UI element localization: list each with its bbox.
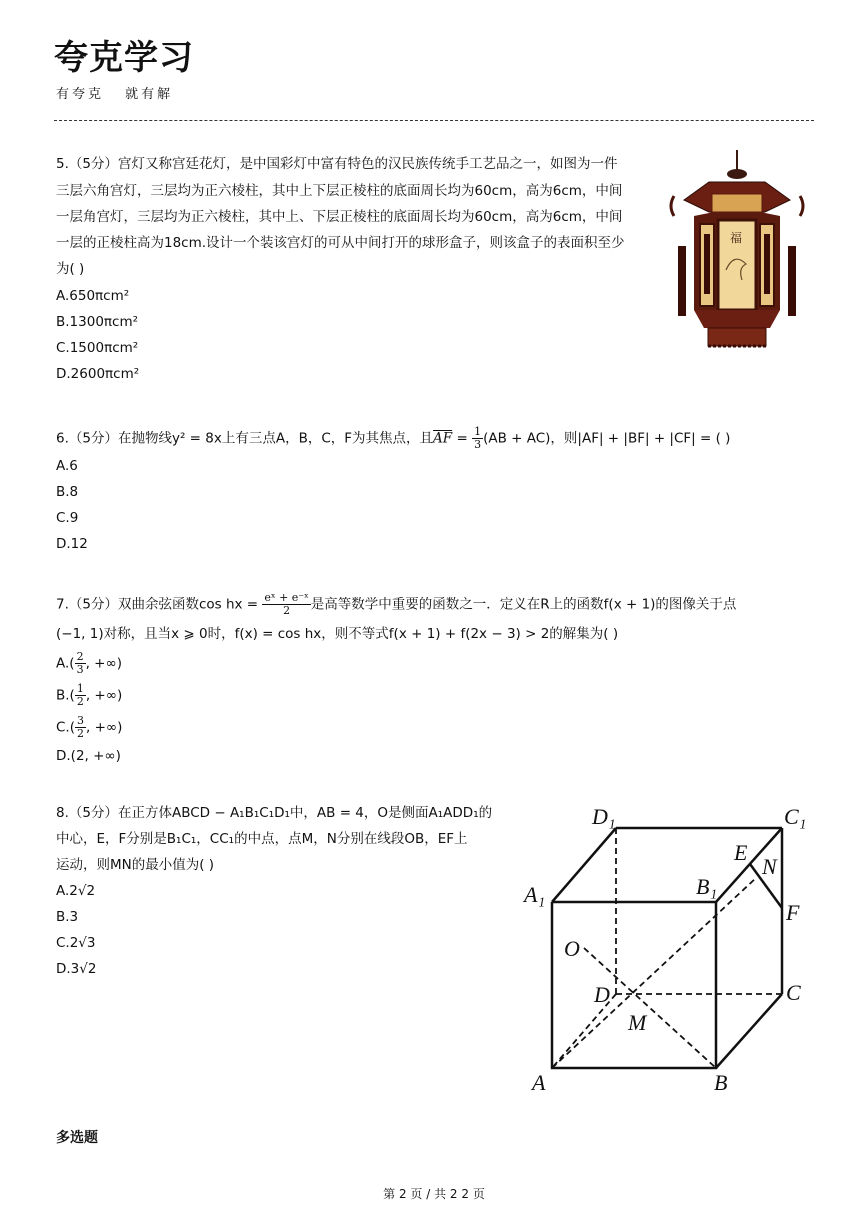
q7-opt-fraction — [75, 715, 86, 740]
q6-frac-num: 1 — [474, 425, 482, 438]
q7-opt-prefix: A.( — [56, 655, 75, 672]
cube-diagram — [520, 796, 820, 1096]
q5-line: 一层的正棱柱高为18cm.设计一个装该宫灯的可从中间打开的球形盒子，则该盒子的表面积至少 — [56, 235, 625, 251]
q8-option-a[interactable]: A.2√2 — [56, 883, 96, 899]
q7-opt-prefix: C.( — [56, 719, 75, 736]
q6-option-d[interactable]: D.12 — [56, 536, 88, 552]
label-b: B — [714, 1070, 728, 1095]
q8-option-b[interactable]: B.3 — [56, 909, 79, 925]
q6-vector-af: $\overline{AF}$ — [433, 430, 453, 447]
question-7-stem — [56, 592, 736, 617]
q7-option-c[interactable] — [56, 715, 122, 740]
q8-line: 运动，则MN的最小值为( ) — [56, 857, 215, 873]
lantern-image — [664, 150, 810, 354]
label-d: D — [594, 982, 610, 1007]
frac-den: 2 — [76, 727, 84, 740]
q8-line: 中心，E，F分别是B₁C₁，CC₁的中点，点M，N分别在线段OB，EF上 — [56, 831, 468, 847]
q7-opt-prefix: B.( — [56, 687, 75, 704]
q5-option-b[interactable]: B.1300πcm² — [56, 314, 139, 330]
svg-text:福: 福 — [730, 231, 743, 245]
label-d1: D₁ — [592, 804, 616, 829]
q6-option-c[interactable]: C.9 — [56, 510, 79, 526]
frac-num: 3 — [76, 714, 84, 727]
q6-fraction — [472, 426, 483, 451]
frac-den: 2 — [76, 695, 84, 708]
slogan-part-b: 就有解 — [125, 87, 174, 102]
q7-frac-num: eˣ + e⁻ˣ — [264, 591, 309, 604]
q8-option-c[interactable]: C.2√3 — [56, 935, 96, 951]
q7-option-a[interactable] — [56, 651, 122, 676]
label-a: A — [532, 1070, 546, 1095]
brand-slogan — [56, 83, 173, 102]
q7-opt-fraction — [75, 651, 86, 676]
page-footer: 第 2 页 / 共 2 2 页 — [383, 1187, 485, 1201]
q5-option-d[interactable]: D.2600πcm² — [56, 366, 140, 382]
frac-num: 2 — [76, 650, 84, 663]
q7-frac-den: 2 — [283, 604, 291, 617]
frac-num: 1 — [76, 682, 84, 695]
slogan-part-a: 有夸克 — [56, 87, 105, 102]
label-c: C — [786, 980, 801, 1005]
q7-opt-fraction — [75, 683, 86, 708]
label-b1: B₁ — [696, 874, 718, 899]
frac-den: 3 — [76, 663, 84, 676]
q7-opt-suffix: , +∞) — [85, 655, 122, 672]
q6-option-a[interactable]: A.6 — [56, 458, 78, 474]
q7-stem-part-a: 7.（5分）双曲余弦函数cos hx = — [56, 596, 263, 613]
q5-line: 一层角宫灯，三层均为正六棱柱，其中上、下层正棱柱的底面周长均为60cm，高为6cm，中间 — [56, 209, 623, 225]
question-6-stem — [56, 426, 730, 451]
question-5 — [56, 154, 625, 279]
q6-frac-den: 3 — [474, 438, 482, 451]
label-o: O — [564, 936, 580, 961]
section-heading: 多选题 — [56, 1130, 98, 1146]
q7-line-2: (−1, 1)对称，且当x ⩾ 0时，f(x) = cos hx，则不等式f(x + 1) + f(2x − 3) > 2的解集为( ) — [56, 626, 619, 642]
label-f: F — [786, 900, 800, 925]
q7-option-d[interactable]: D.(2, +∞) — [56, 748, 121, 764]
q6-option-b[interactable]: B.8 — [56, 484, 79, 500]
q7-fraction — [262, 592, 310, 617]
header-divider — [54, 120, 814, 121]
brand-title: 夸克学习 — [54, 38, 194, 78]
q7-option-b[interactable] — [56, 683, 122, 708]
label-a1: A₁ — [524, 882, 546, 907]
label-c1: C₁ — [784, 804, 807, 829]
label-e: E — [734, 840, 748, 865]
q5-option-a[interactable]: A.650πcm² — [56, 288, 130, 304]
q7-opt-suffix: , +∞) — [85, 687, 123, 704]
q5-option-c[interactable]: C.1500πcm² — [56, 340, 139, 356]
q7-opt-suffix: , +∞) — [85, 719, 123, 736]
q8-option-d[interactable]: D.3√2 — [56, 961, 97, 977]
q5-line: 为( ) — [56, 261, 85, 277]
q6-stem-part-a: 6.（5分）在抛物线y² = 8x上有三点A，B，C，F为其焦点，且 — [56, 430, 434, 447]
q5-line: 5.（5分）宫灯又称宫廷花灯，是中国彩灯中富有特色的汉民族传统手工艺品之一，如图为一件 — [56, 156, 618, 172]
question-8 — [56, 803, 492, 875]
q8-line: 8.（5分）在正方体ABCD − A₁B₁C₁D₁中，AB = 4，O是侧面A₁ADD₁的 — [56, 805, 493, 821]
q7-stem-part-b: 是高等数学中重要的函数之一．定义在R上的函数f(x + 1)的图像关于点 — [310, 596, 737, 613]
label-n: N — [762, 854, 777, 879]
q6-stem-part-b: (AB + AC)，则|AF| + |BF| + |CF| = ( ) — [483, 430, 731, 447]
q5-line: 三层六角宫灯，三层均为正六棱柱，其中上下层正棱柱的底面周长均为60cm，高为6cm，中间 — [56, 183, 623, 199]
q6-equals: = — [452, 430, 473, 447]
label-m: M — [628, 1010, 647, 1035]
